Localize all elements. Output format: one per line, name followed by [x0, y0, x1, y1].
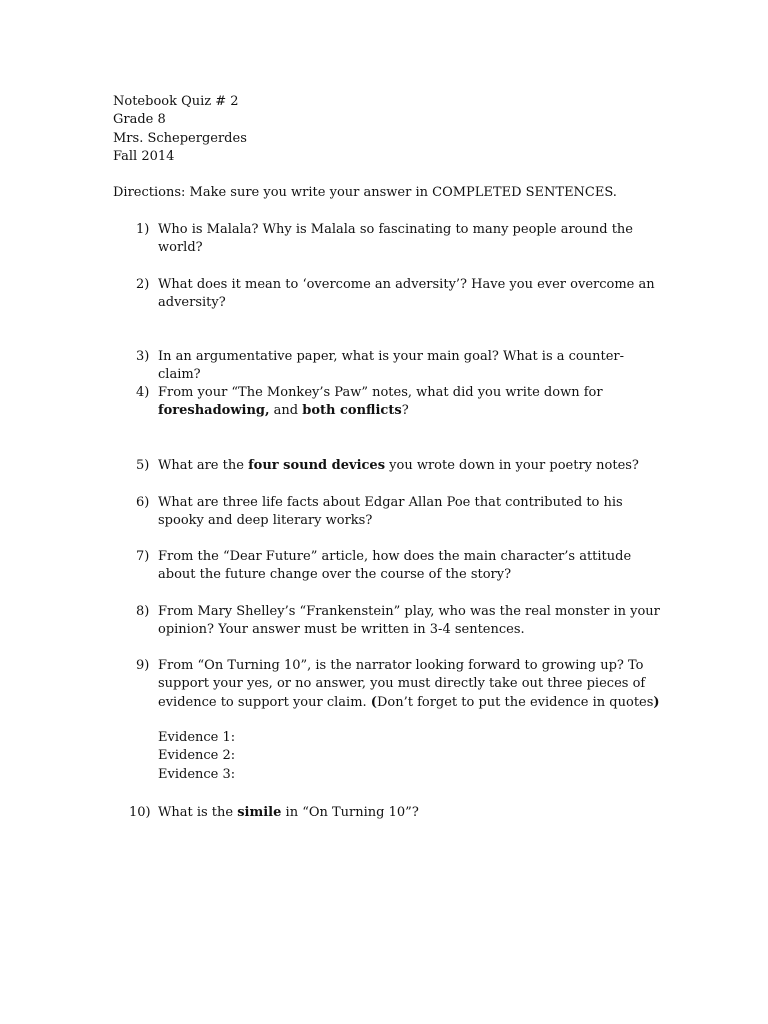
question-text: Who is Malala? Why is Malala so fascinating to many people around the world?	[158, 222, 633, 256]
question-text: In an argumentative paper, what is your main goal? What is a counter-claim?	[158, 349, 625, 383]
question-number: 9)	[136, 658, 150, 673]
quiz-title: Notebook Quiz # 2	[113, 94, 239, 109]
question-number: 5)	[136, 458, 150, 473]
question-number: 6)	[136, 495, 150, 510]
question-number: 8)	[136, 604, 150, 619]
question-text: From your “The Monkey’s Paw” notes, what did you write down for foreshadowing, and both conflicts?	[158, 385, 603, 419]
evidence-line: Evidence 2:	[158, 748, 236, 764]
question-text: From “On Turning 10”, is the narrator looking forward to growing up? To support your yes, or no answer, you must directly take out three pieces of evidence to support your claim. (Don’t forget to put the evidence in quotes)	[158, 658, 660, 710]
question-number: 10)	[129, 805, 151, 820]
question-number: 2)	[136, 277, 150, 292]
question-text: From the “Dear Future” article, how does the main character’s attitude about the future change over the course of the story?	[158, 549, 632, 583]
question-number: 1)	[136, 222, 150, 237]
question-10	[129, 804, 666, 822]
question-8	[136, 603, 666, 640]
question-text: What is the simile in “On Turning 10”?	[158, 805, 419, 820]
question-4	[136, 384, 666, 421]
question-number: 4)	[136, 385, 150, 400]
evidence-list	[158, 729, 235, 784]
question-2	[136, 276, 666, 313]
evidence-line: Evidence 3:	[158, 766, 236, 782]
question-number: 7)	[136, 549, 150, 564]
question-5	[136, 457, 666, 475]
question-number: 3)	[136, 349, 150, 364]
question-1	[136, 221, 666, 258]
directions-text: Directions: Make sure you write your answer in COMPLETED SENTENCES.	[113, 185, 617, 200]
question-7	[136, 548, 666, 585]
question-text: What are three life facts about Edgar Allan Poe that contributed to his spooky and deep literary works?	[158, 495, 623, 529]
question-9	[136, 657, 666, 712]
question-text: What does it mean to ‘overcome an adversity’? Have you ever overcome an adversity?	[158, 277, 655, 311]
evidence-line: Evidence 1:	[158, 730, 236, 745]
term-label: Fall 2014	[113, 148, 175, 164]
grade-label: Grade 8	[113, 112, 166, 128]
teacher-name: Mrs. Schepergerdes	[113, 130, 247, 146]
question-text: From Mary Shelley’s “Frankenstein” play, who was the real monster in your opinion? Your answer must be written in 3-4 sentences.	[158, 604, 660, 638]
question-text: What are the four sound devices you wrote down in your poetry notes?	[158, 458, 639, 473]
question-6	[136, 494, 666, 531]
question-3	[136, 348, 666, 385]
quiz-header	[113, 93, 247, 166]
